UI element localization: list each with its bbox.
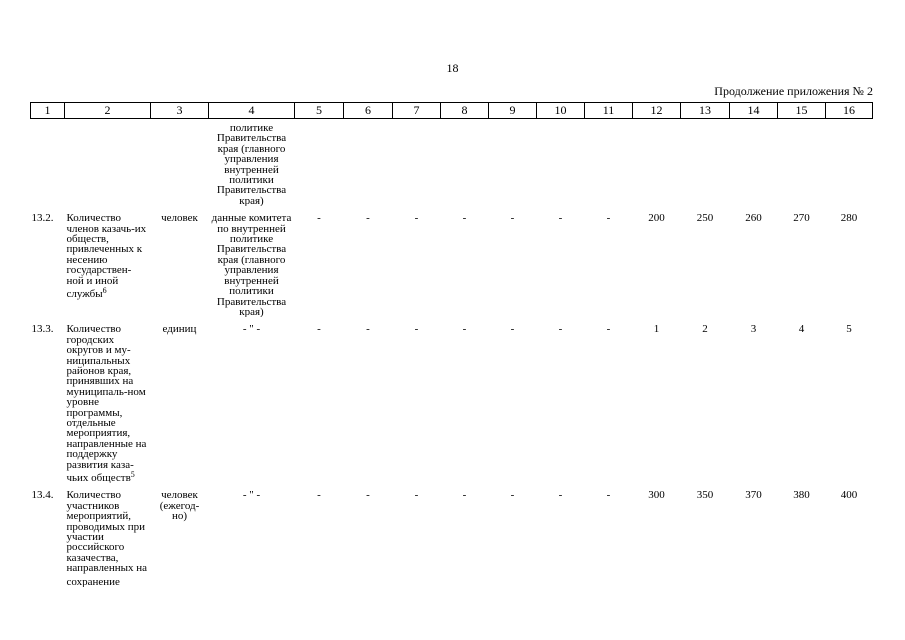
value-cell: -: [558, 323, 563, 336]
column-header: 3: [151, 103, 209, 119]
column-header: 10: [537, 103, 585, 119]
value-cell: -: [510, 323, 515, 336]
source-cell: политике Правительства края (главного управления внутренней политики Правительства края): [216, 122, 287, 207]
empty-cell: [730, 119, 778, 207]
page-number: 18: [446, 61, 459, 75]
empty-cell: [441, 119, 489, 207]
column-header: 4: [209, 103, 295, 119]
column-header: 12: [633, 103, 681, 119]
column-header: 6: [344, 103, 393, 119]
footnote-marker: 6: [102, 286, 107, 296]
indicator-name: [65, 317, 151, 483]
value-cell: 200: [648, 212, 665, 225]
indicators-table: [30, 102, 873, 587]
unit-cell: единиц: [162, 323, 197, 336]
empty-cell: [151, 119, 209, 207]
value-cell: 400: [840, 489, 858, 502]
value-cell: 300: [648, 489, 665, 502]
indicator-name-text: Количество участников мероприятий, проводимых при участии российского казачества, направленных на сохранение: [66, 489, 147, 588]
value-cell: -: [510, 489, 515, 502]
empty-cell: [344, 119, 393, 207]
continuation-label: Продолжение приложения № 2: [714, 84, 873, 98]
empty-cell: [826, 119, 873, 207]
column-header: 8: [441, 103, 489, 119]
empty-cell: [31, 119, 65, 207]
empty-cell: [295, 119, 344, 207]
value-cell: -: [414, 489, 419, 502]
indicator-name-text: Количество городских округов и му-ниципальных районов края, принявших на муниципаль-ном уровне программы, отдельные мероприятия, направленные на поддержку развития каза-чьих обществ: [66, 323, 147, 484]
empty-cell: [633, 119, 681, 207]
column-header: 9: [489, 103, 537, 119]
header-row: [31, 103, 873, 119]
value-cell: -: [317, 323, 321, 336]
value-cell: 370: [745, 489, 762, 502]
value-cell: -: [462, 212, 467, 225]
indicator-name: [65, 206, 151, 317]
column-header: 5: [295, 103, 344, 119]
column-header: 7: [393, 103, 441, 119]
value-cell: -: [317, 212, 321, 225]
value-cell: -: [606, 489, 611, 502]
value-cell: 260: [745, 212, 762, 225]
value-cell: 4: [798, 323, 805, 336]
indicator-name: [65, 483, 151, 587]
unit-cell: человек (ежегод-но): [159, 489, 200, 523]
table-row: [31, 483, 873, 587]
value-cell: 1: [653, 323, 660, 336]
row-number: 13.2.: [31, 212, 54, 225]
column-header: 15: [778, 103, 826, 119]
empty-cell: [778, 119, 826, 207]
value-cell: 250: [696, 212, 714, 225]
value-cell: -: [510, 212, 515, 225]
column-header: 16: [826, 103, 873, 119]
column-header: 14: [730, 103, 778, 119]
value-cell: -: [317, 489, 321, 502]
empty-cell: [393, 119, 441, 207]
column-header: 1: [31, 103, 65, 119]
value-cell: 2: [702, 323, 708, 336]
empty-cell: [585, 119, 633, 207]
empty-cell: [65, 119, 151, 207]
row-number: 13.4.: [31, 489, 54, 502]
value-cell: -: [366, 212, 370, 225]
source-cell: - " -: [242, 489, 261, 502]
value-cell: 380: [793, 489, 810, 502]
unit-cell: человек: [161, 212, 198, 225]
value-cell: -: [366, 489, 370, 502]
value-cell: -: [414, 323, 419, 336]
empty-cell: [681, 119, 730, 207]
value-cell: 5: [846, 323, 852, 336]
value-cell: -: [558, 212, 563, 225]
table-row: [31, 317, 873, 483]
source-cell: данные комитета по внутренней политике Правительства края (главного управления внутренней политики Правительства края): [211, 212, 292, 318]
value-cell: -: [462, 323, 467, 336]
value-cell: 350: [696, 489, 714, 502]
value-cell: -: [558, 489, 563, 502]
value-cell: -: [462, 489, 467, 502]
continued-row: [31, 119, 873, 207]
value-cell: 3: [750, 323, 757, 336]
value-cell: 270: [793, 212, 810, 225]
empty-cell: [537, 119, 585, 207]
column-header: 2: [65, 103, 151, 119]
row-number: 13.3.: [31, 323, 54, 336]
empty-cell: [489, 119, 537, 207]
table-row: [31, 206, 873, 317]
value-cell: -: [414, 212, 419, 225]
value-cell: -: [606, 323, 611, 336]
value-cell: -: [366, 323, 370, 336]
footnote-marker: 5: [130, 470, 135, 479]
column-header: 13: [681, 103, 730, 119]
source-cell: - " -: [242, 323, 261, 336]
column-header: 11: [585, 103, 633, 119]
value-cell: -: [606, 212, 611, 225]
value-cell: 280: [840, 212, 858, 225]
indicator-name-text: Количество членов казачь-их обществ, привлеченных к несению государствен-ной и иной службы: [66, 212, 147, 301]
